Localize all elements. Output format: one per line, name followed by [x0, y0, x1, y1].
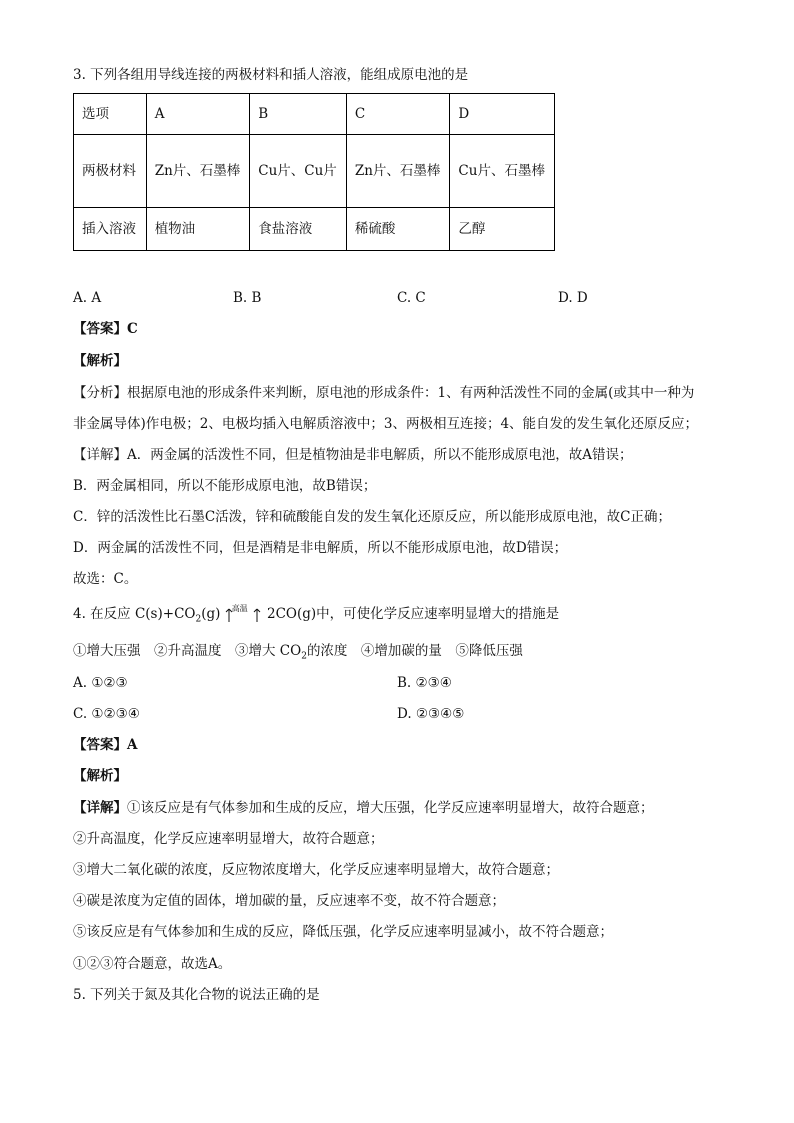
q4-analysis-line: ①②③符合题意，故选A。	[73, 956, 232, 972]
q4-measures-prefix: ①增大压强 ②升高温度 ③增大 CO	[73, 643, 302, 659]
q4-stem-prefix: 4. 在反应 C(s)+CO	[73, 606, 196, 622]
q3-analysis-line: D．两金属的活泼性不同，但是酒精是非电解质，所以不能形成原电池，故D错误；	[73, 540, 568, 556]
q4-option-a: A. ①②③	[73, 675, 128, 691]
q3-analysis-line: 【分析】根据原电池的形成条件来判断，原电池的形成条件：1、有两种活泼性不同的金属(或其中一种为	[73, 385, 695, 401]
q4-detail-label: 【详解】	[73, 800, 127, 816]
q4-analysis-line: ②升高温度，化学反应速率明显增大，故符合题意；	[73, 831, 384, 847]
q3-stem: 3. 下列各组用导线连接的两极材料和插人溶液，能组成原电池的是	[73, 67, 469, 83]
table-cell: 插入溶液	[74, 208, 147, 251]
q4-stem-suffix: 2CO(g)中，可使化学反应速率明显增大的措施是	[266, 606, 560, 622]
table-cell: Cu片、Cu片	[250, 135, 347, 208]
q4-analysis-line: ④碳是浓度为定值的固体，增加碳的量，反应速率不变，故不符合题意；	[73, 893, 505, 909]
table-cell: Zn片、石墨棒	[146, 135, 250, 208]
table-cell: 选项	[74, 94, 147, 135]
q4-measures-subscript: 2	[301, 651, 307, 662]
q3-analysis-line: B．两金属相同，所以不能形成原电池，故B错误；	[73, 478, 377, 494]
q4-detail-text: ①该反应是有气体参加和生成的反应，增大压强，化学反应速率明显增大，故符合题意；	[127, 800, 654, 816]
table-cell: C	[346, 94, 450, 135]
q3-analysis-line: 非金属导体)作电极；2、电极均插入电解质溶液中；3、两极相互连接；4、能自发的发生氧化还原反应；	[73, 416, 699, 432]
table-row	[74, 135, 555, 208]
q3-option-b: B. B	[233, 290, 262, 306]
table-cell: 植物油	[146, 208, 250, 251]
q4-option-b: B. ②③④	[397, 675, 452, 691]
q3-analysis-line: C．锌的活泼性比石墨C活泼，锌和硫酸能自发的发生氧化还原反应，所以能形成原电池，故C正确；	[73, 509, 671, 525]
table-cell: 食盐溶液	[250, 208, 347, 251]
q4-stem-mid: (g)	[201, 606, 221, 622]
q4-option-d: D. ②③④⑤	[397, 706, 465, 722]
q5-stem: 5. 下列关于氮及其化合物的说法正确的是	[73, 987, 320, 1003]
q4-analysis-label: 【解析】	[73, 768, 127, 784]
q4-measures-suffix: 的浓度 ④增加碳的量 ⑤降低压强	[306, 643, 523, 659]
q4-answer: 【答案】A	[73, 737, 138, 753]
q3-option-a: A. A	[73, 290, 102, 306]
equilibrium-arrow-icon	[225, 603, 263, 624]
table-cell: D	[450, 94, 555, 135]
q3-analysis-line: 【详解】A．两金属的活泼性不同，但是植物油是非电解质，所以不能形成原电池，故A错误；	[73, 447, 633, 463]
q4-analysis-line	[73, 799, 654, 817]
q3-analysis-label: 【解析】	[73, 353, 127, 369]
q4-stem	[73, 605, 559, 629]
q3-answer: 【答案】C	[73, 321, 138, 337]
q4-analysis-line: ③增大二氧化碳的浓度，反应物浓度增大，化学反应速率明显增大，故符合题意；	[73, 862, 559, 878]
table-cell: 稀硫酸	[346, 208, 450, 251]
q4-measures	[73, 642, 523, 666]
table-cell: B	[250, 94, 347, 135]
q3-table	[73, 93, 555, 251]
q4-stem-subscript: 2	[195, 614, 202, 625]
table-cell: Cu片、石墨棒	[450, 135, 555, 208]
q3-option-d: D. D	[558, 290, 588, 306]
q4-option-c: C. ①②③④	[73, 706, 140, 722]
q4-analysis-line: ⑤该反应是有气体参加和生成的反应，降低压强，化学反应速率明显减小，故不符合题意；	[73, 924, 613, 940]
q3-analysis-line: 故选：C。	[73, 571, 138, 587]
table-row	[74, 208, 555, 251]
q3-option-c: C. C	[397, 290, 426, 306]
table-row	[74, 94, 555, 135]
table-cell: Zn片、石墨棒	[346, 135, 450, 208]
table-cell: 两极材料	[74, 135, 147, 208]
table-cell: A	[146, 94, 250, 135]
reaction-condition: 高温	[231, 603, 248, 613]
table-cell: 乙醇	[450, 208, 555, 251]
